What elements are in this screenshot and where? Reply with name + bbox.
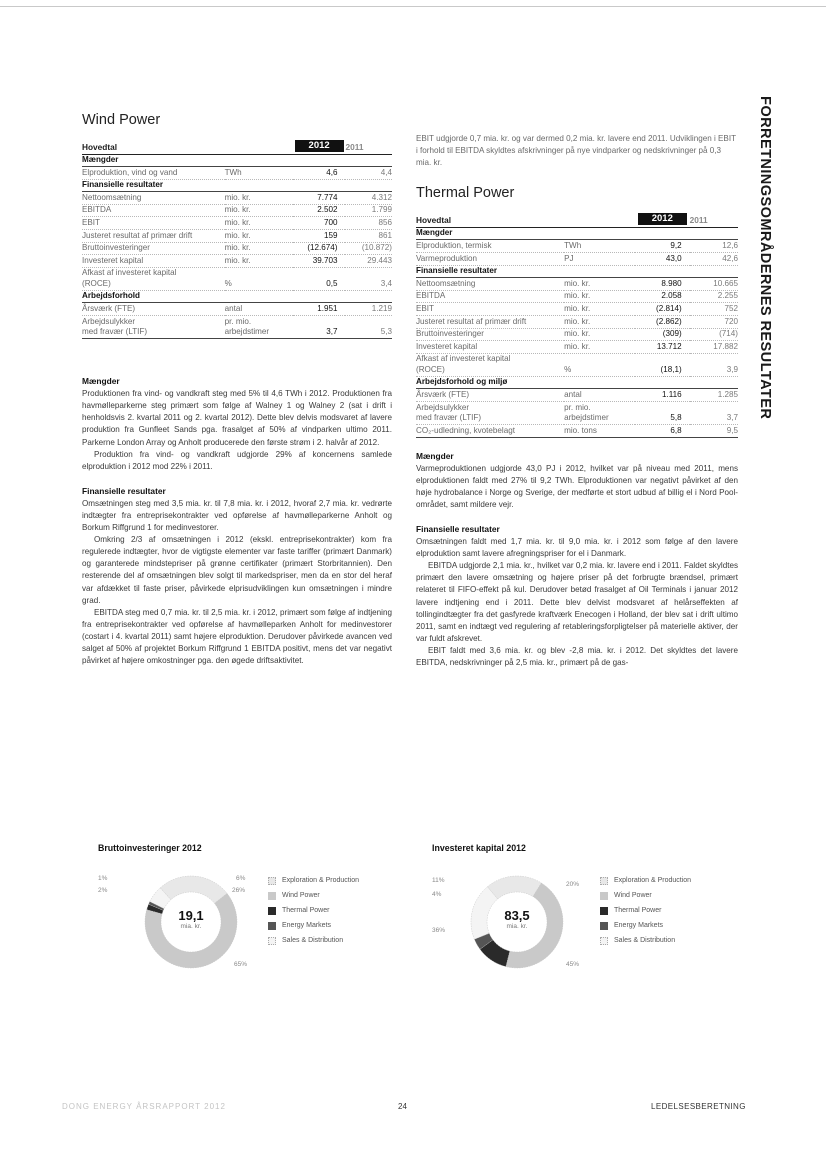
table-group-row xyxy=(416,376,738,389)
table-row xyxy=(416,278,738,291)
row-value-previous: 720 xyxy=(690,315,738,328)
year-previous: 2011 xyxy=(690,212,738,227)
legend-item xyxy=(600,918,691,933)
legend-item xyxy=(600,933,691,948)
row-label: Elproduktion, termisk xyxy=(416,240,564,253)
row-unit: mio. tons xyxy=(564,424,635,437)
legend-swatch xyxy=(600,922,608,930)
wind-ebit-paragraph: EBIT udgjorde 0,7 mia. kr. og var dermed 0,2 mia. kr. lavere end 2011. Udviklingen i EBIT i forhold til EBITDA skyldtes afskrivninger på nye vindparker og nedskrivninger på 0,3 mia. kr. xyxy=(416,134,736,168)
legend-item xyxy=(600,903,691,918)
row-value-previous: 42,6 xyxy=(690,252,738,265)
row-value-current: (18,1) xyxy=(635,353,690,376)
legend-swatch xyxy=(268,937,276,945)
row-unit: antal xyxy=(225,303,293,316)
table-row xyxy=(416,303,738,316)
legend-swatch xyxy=(268,907,276,915)
body-paragraph: Omkring 2/3 af omsætningen i 2012 (ekskl. entreprisekontrakter) kom fra regulerede indtægter, hvor de vigtigste elementer var faste tariffer (primært Danmark) og garanterede mindstepriser på grønne certifikater (primært Storbritannien). Den resterende del af omsætningen blev solgt til markedspriser, men da en stor del heraf var afdækket til faste priser, påvirkede elprisudviklingen kun omsætningen i mindre grad. xyxy=(82,535,392,605)
legend-swatch xyxy=(268,892,276,900)
table-row xyxy=(82,167,392,180)
row-unit: mio. kr. xyxy=(564,278,635,291)
row-value-previous: 5,3 xyxy=(345,316,392,339)
row-label: Afkast af investeret kapital (ROCE) xyxy=(416,353,564,376)
year-current-cell xyxy=(635,212,690,227)
year-current: 2012 xyxy=(295,140,344,152)
row-value-previous: 3,9 xyxy=(690,353,738,376)
table-row xyxy=(82,230,392,243)
row-value-previous: 2.255 xyxy=(690,290,738,303)
row-value-current: 43,0 xyxy=(635,252,690,265)
row-value-previous: 752 xyxy=(690,303,738,316)
row-unit: % xyxy=(564,353,635,376)
row-value-previous: (10.872) xyxy=(345,242,392,255)
donut2-pct-e: 45% xyxy=(566,961,580,968)
row-label: Varmeproduktion xyxy=(416,252,564,265)
row-value-previous: 4.312 xyxy=(345,192,392,205)
legend-label: Energy Markets xyxy=(614,922,664,929)
legend-swatch xyxy=(600,907,608,915)
row-label: EBIT xyxy=(416,303,564,316)
row-value-previous: 9,5 xyxy=(690,424,738,437)
body-paragraph: EBIT faldt med 3,6 mia. kr. og blev -2,8 mia. kr. i 2012. Det skyldtes det lavere EBITDA, nedskrivninger på 2,5 mia. kr., primært på de gas- xyxy=(416,645,738,667)
row-value-current: (12.674) xyxy=(293,242,346,255)
table-group-row xyxy=(416,265,738,278)
row-unit: mio. kr. xyxy=(225,204,293,217)
legend-label: Exploration & Production xyxy=(614,877,692,884)
year-current: 2012 xyxy=(638,213,687,225)
body-paragraph: Produktionen fra vind- og vandkraft steg med 5% til 4,6 TWh i 2012. Produktionen fra havmølleparkerne steg primært som følge af Walney 1 og Walney 2 (sat i drift i henholdsvis 2. kvartal 2011 og 2. kvartal 2012). Dette blev delvis modsvaret af lavere produktion fra Gunfleet Sands pga. frasalget af 50% af vindparken ultimo 2011. Parkerne London Array og Anholt producerede den første strøm i 2. halvår af 2012. xyxy=(82,389,392,447)
legend-swatch xyxy=(600,892,608,900)
table-header-label: Hovedtal xyxy=(82,139,293,154)
table-group-label: Mængder xyxy=(416,227,738,240)
gross-investment-center xyxy=(166,909,216,930)
body-paragraph: EBITDA steg med 0,7 mia. kr. til 2,5 mia. kr. i 2012, primært som følge af indtjening fra entreprisekontrakter ved opførelse af havmølleparken Anholt for medinvestorer (costart i 4. kvartal 2011) samt højere elproduktion. Derudover påvirkede avancen ved salget af 50% af projektet Borkum Riffgrund 1 EBITDA positivt, mens det var negativt påvirket af højere omkostninger pga. den øgede driftsaktivitet. xyxy=(82,607,392,666)
legend-label: Sales & Distribution xyxy=(614,937,676,944)
row-label: EBITDA xyxy=(82,204,225,217)
table-row xyxy=(82,303,392,316)
row-value-current: 4,6 xyxy=(293,167,346,180)
legend-label: Energy Markets xyxy=(282,922,332,929)
table-header-label: Hovedtal xyxy=(416,212,635,227)
row-unit: PJ xyxy=(564,252,635,265)
row-value-current: 5,8 xyxy=(635,401,690,424)
row-value-previous: 3,7 xyxy=(690,401,738,424)
row-label: Elproduktion, vind og vand xyxy=(82,167,225,180)
row-label: Nettoomsætning xyxy=(82,192,225,205)
gross-investment-unit: mia. kr. xyxy=(180,923,202,930)
row-value-previous: 3,4 xyxy=(345,267,392,290)
row-value-current: 2.502 xyxy=(293,204,346,217)
table-group-row xyxy=(416,227,738,240)
table-group-row xyxy=(82,179,392,192)
row-value-current: 3,7 xyxy=(293,316,346,339)
row-value-previous: 10.665 xyxy=(690,278,738,291)
body-paragraph: Omsætningen faldt med 1,7 mia. kr. til 9,0 mia. kr. i 2012 som følge af den lavere elproduktion samt lavere afregningspriser for el i Danmark. xyxy=(416,537,738,559)
row-label: Afkast af investeret kapital (ROCE) xyxy=(82,267,225,290)
legend-item xyxy=(600,873,691,888)
wind-power-body xyxy=(82,375,392,667)
invested-capital-unit: mia. kr. xyxy=(506,923,528,930)
row-label: EBITDA xyxy=(416,290,564,303)
row-unit: mio. kr. xyxy=(564,328,635,341)
row-value-previous: 4,4 xyxy=(345,167,392,180)
donut2-pct-d: 20% xyxy=(566,881,580,888)
legend-item xyxy=(268,918,359,933)
row-value-current: 8.980 xyxy=(635,278,690,291)
row-value-current: 13.712 xyxy=(635,341,690,354)
wind-power-kpi-table xyxy=(82,139,392,339)
donut1-pct-e: 65% xyxy=(234,961,248,968)
row-unit: mio. kr. xyxy=(564,341,635,354)
row-value-current: 9,2 xyxy=(635,240,690,253)
table-row xyxy=(82,217,392,230)
footer-page-number: 24 xyxy=(398,1102,407,1111)
section-heading: Mængder xyxy=(416,450,454,461)
table-row xyxy=(416,389,738,402)
row-value-current: (2.814) xyxy=(635,303,690,316)
side-section-header xyxy=(751,96,781,656)
table-row xyxy=(82,255,392,268)
table-row xyxy=(416,315,738,328)
row-unit: mio. kr. xyxy=(225,230,293,243)
row-label: Justeret resultat af primær drift xyxy=(416,315,564,328)
thermal-power-column xyxy=(416,133,738,669)
row-unit: mio. kr. xyxy=(225,242,293,255)
section-heading: Mængder xyxy=(82,376,120,387)
gross-investment-total: 19,1 xyxy=(178,908,204,923)
row-value-previous: 1.219 xyxy=(345,303,392,316)
row-label: CO₂-udledning, kvotebelagt xyxy=(416,424,564,437)
row-value-previous: 17.882 xyxy=(690,341,738,354)
row-label: Arbejdsulykker med fravær (LTIF) xyxy=(416,401,564,424)
legend-label: Thermal Power xyxy=(614,907,662,914)
row-value-current: 159 xyxy=(293,230,346,243)
wind-power-column xyxy=(82,112,392,667)
body-paragraph: EBITDA udgjorde 2,1 mia. kr., hvilket var 0,2 mia. kr. lavere end i 2011. Faldet skyldtes primært den lavere omsætning og højere priser på det forbrugte brændsel, primært relateret til FIFO-effekt på kul. Derudover betød frasalget af Oil Terminals i januar 2012 lavere indtjening end i 2011. Dette blev delvist modsvaret af helårseffekten af tollingindtægter fra det gasfyrede kraftværk Enecogen i Holland, der blev sat i drift ultimo 2011, samt en indtægt ved regulering af retableringsforpligtelser på materielle aktiver, der var fuldt afskrevet. xyxy=(416,561,738,643)
row-label: Årsværk (FTE) xyxy=(416,389,564,402)
side-header-text: FORRETNINGSOMRÅDERNES RESULTATER xyxy=(757,96,773,420)
row-value-previous: 1.285 xyxy=(690,389,738,402)
donut1-pct-d: 26% xyxy=(232,887,246,894)
table-row xyxy=(416,424,738,437)
invested-capital-title: Investeret kapital 2012 xyxy=(432,843,526,853)
row-unit: pr. mio. arbejdstimer xyxy=(225,316,293,339)
row-value-current: 6,8 xyxy=(635,424,690,437)
legend-item xyxy=(268,888,359,903)
wind-power-title: Wind Power xyxy=(82,112,161,128)
table-row xyxy=(416,290,738,303)
row-label: EBIT xyxy=(82,217,225,230)
legend-item xyxy=(268,903,359,918)
row-unit: mio. kr. xyxy=(564,303,635,316)
thermal-power-body xyxy=(416,450,738,670)
thermal-power-kpi-table xyxy=(416,212,738,437)
row-unit: antal xyxy=(564,389,635,402)
table-group-row xyxy=(82,290,392,303)
row-unit: mio. kr. xyxy=(225,255,293,268)
row-label: Årsværk (FTE) xyxy=(82,303,225,316)
table-row xyxy=(416,328,738,341)
table-row xyxy=(82,242,392,255)
row-unit: mio. kr. xyxy=(225,217,293,230)
row-value-current: 39.703 xyxy=(293,255,346,268)
legend-label: Sales & Distribution xyxy=(282,937,344,944)
row-unit: % xyxy=(225,267,293,290)
legend-item xyxy=(600,888,691,903)
footer-report-title: DONG ENERGY ÅRSRAPPORT 2012 xyxy=(62,1102,226,1111)
row-value-previous: 29.443 xyxy=(345,255,392,268)
legend-item xyxy=(268,933,359,948)
legend-label: Thermal Power xyxy=(282,907,330,914)
year-current-cell xyxy=(293,139,346,154)
legend-swatch xyxy=(600,877,608,885)
row-unit: mio. kr. xyxy=(564,290,635,303)
row-value-current: 0,5 xyxy=(293,267,346,290)
table-group-label: Finansielle resultater xyxy=(82,179,392,192)
table-row xyxy=(82,204,392,217)
section-heading: Finansielle resultater xyxy=(82,485,166,496)
legend-swatch xyxy=(268,922,276,930)
donut2-pct-c: 36% xyxy=(432,927,446,934)
donut1-pct-b: 2% xyxy=(98,887,108,894)
row-value-current: 1.116 xyxy=(635,389,690,402)
row-value-previous: 1.799 xyxy=(345,204,392,217)
table-group-row xyxy=(82,154,392,167)
row-value-current: (309) xyxy=(635,328,690,341)
table-group-label: Arbejdsforhold xyxy=(82,290,392,303)
row-value-previous: 856 xyxy=(345,217,392,230)
body-paragraph: Produktion fra vind- og vandkraft udgjorde 29% af koncernens samlede elproduktion i 2012 mod 22% i 2011. xyxy=(82,449,392,471)
row-label: Bruttoinvesteringer xyxy=(416,328,564,341)
row-value-previous: 12,6 xyxy=(690,240,738,253)
footer-section-name: LEDELSESBERETNING xyxy=(651,1102,746,1111)
invested-capital-total: 83,5 xyxy=(504,908,530,923)
table-row xyxy=(416,353,738,376)
row-value-previous: 861 xyxy=(345,230,392,243)
legend-label: Exploration & Production xyxy=(282,877,360,884)
row-value-current: 700 xyxy=(293,217,346,230)
row-value-current: (2.862) xyxy=(635,315,690,328)
donut2-pct-a: 11% xyxy=(432,877,445,884)
body-paragraph: Omsætningen steg med 3,5 mia. kr. til 7,8 mia. kr. i 2012, hvoraf 2,7 mia. kr. vedrørte indtægter fra entreprisekontrakter ved opførelse af havmølleparkerne Anholt og Borkum Riffgrund 1 for medinvestorer. xyxy=(82,498,392,533)
top-rule xyxy=(0,6,826,7)
table-group-label: Arbejdsforhold og miljø xyxy=(416,376,738,389)
gross-investment-chart xyxy=(98,843,398,973)
row-unit: TWh xyxy=(225,167,293,180)
row-label: Bruttoinvesteringer xyxy=(82,242,225,255)
table-row xyxy=(82,316,392,339)
table-row xyxy=(416,252,738,265)
donut1-pct-c: 6% xyxy=(236,875,246,882)
legend-swatch xyxy=(600,937,608,945)
row-value-current: 7.774 xyxy=(293,192,346,205)
donut1-pct-a: 1% xyxy=(98,875,108,882)
table-group-label: Mængder xyxy=(82,154,392,167)
row-label: Nettoomsætning xyxy=(416,278,564,291)
row-unit: mio. kr. xyxy=(564,315,635,328)
gross-investment-title: Bruttoinvesteringer 2012 xyxy=(98,843,202,853)
thermal-power-title: Thermal Power xyxy=(416,185,515,202)
row-label: Investeret kapital xyxy=(82,255,225,268)
row-unit: pr. mio. arbejdstimer xyxy=(564,401,635,424)
row-label: Arbejdsulykker med fravær (LTIF) xyxy=(82,316,225,339)
table-row xyxy=(416,240,738,253)
invested-capital-center xyxy=(492,909,542,930)
table-row xyxy=(82,192,392,205)
invested-capital-chart xyxy=(432,843,732,973)
row-label: Investeret kapital xyxy=(416,341,564,354)
table-row xyxy=(82,267,392,290)
row-label: Justeret resultat af primær drift xyxy=(82,230,225,243)
donut2-legend xyxy=(600,873,691,948)
table-header-row xyxy=(82,139,392,154)
legend-swatch xyxy=(268,877,276,885)
table-row xyxy=(416,401,738,424)
row-value-previous: (714) xyxy=(690,328,738,341)
row-unit: mio. kr. xyxy=(225,192,293,205)
table-row xyxy=(416,341,738,354)
row-unit: TWh xyxy=(564,240,635,253)
legend-item xyxy=(268,873,359,888)
table-group-label: Finansielle resultater xyxy=(416,265,738,278)
row-value-current: 1.951 xyxy=(293,303,346,316)
body-paragraph: Varmeproduktionen udgjorde 43,0 PJ i 2012, hvilket var på niveau med 2011, mens elproduktionen faldt med 27% til 9,2 TWh. Elproduktionen var negativt påvirket af den høje hydrobalance i Norge og Sverige, der medførte et stort udbud af billig el i Nord Pool-området, samt mildere vejr. xyxy=(416,463,738,509)
table-header-row xyxy=(416,212,738,227)
legend-label: Wind Power xyxy=(282,892,320,899)
legend-label: Wind Power xyxy=(614,892,652,899)
year-previous: 2011 xyxy=(345,139,392,154)
section-heading: Finansielle resultater xyxy=(416,523,500,534)
row-value-current: 2.058 xyxy=(635,290,690,303)
donut2-pct-b: 4% xyxy=(432,891,442,898)
donut1-legend xyxy=(268,873,359,948)
